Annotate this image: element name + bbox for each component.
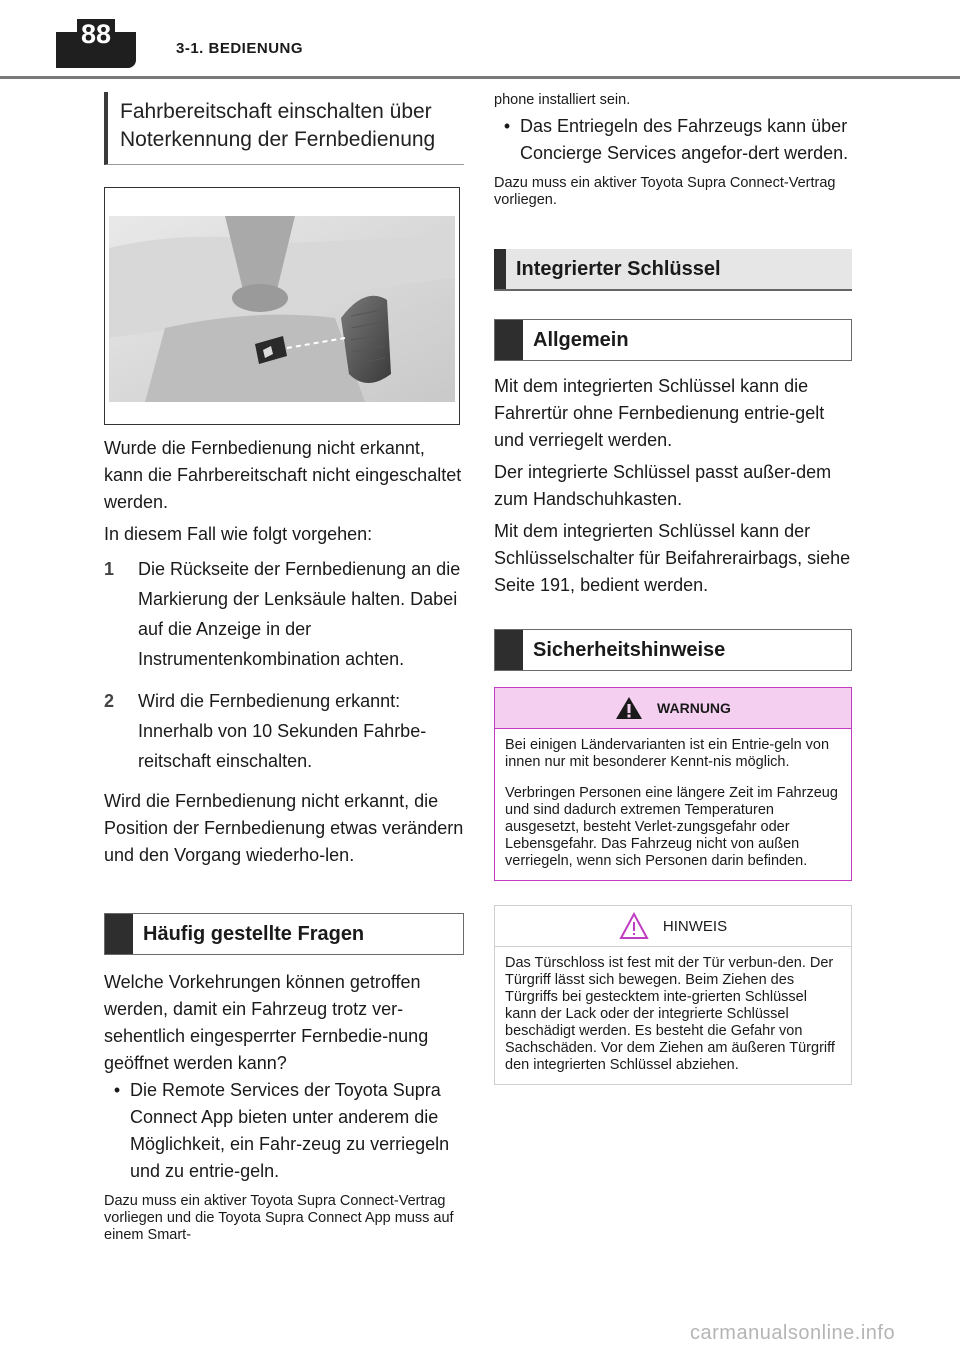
faq-bullet xyxy=(104,1077,464,1185)
contract-note: Dazu muss ein aktiver Toyota Supra Connect-Vertrag vorliegen. xyxy=(494,175,836,208)
step-2 xyxy=(104,686,464,776)
step-1 xyxy=(104,554,464,674)
warning-title: WARNUNG xyxy=(657,700,731,716)
heading-bar xyxy=(495,320,523,360)
warning-box xyxy=(494,687,852,881)
heading-bar xyxy=(105,914,133,954)
key-para-3: Mit dem integrierten Schlüssel kann der Schlüsselschalter für Beifahrerairbags, siehe Seite 191, bedient werden. xyxy=(494,521,851,595)
notice-body xyxy=(495,947,851,1084)
para-reposition: Wird die Fernbedienung nicht erkannt, die Position der Fernbedienung etwas verändern und den Vorgang wiederho-len. xyxy=(104,791,464,865)
heading-label: Integrierter Schlüssel xyxy=(516,257,721,280)
caution-triangle-icon xyxy=(619,912,649,940)
left-column xyxy=(104,92,464,1244)
heading-safety xyxy=(494,629,852,671)
step-text: Wird die Fernbedienung erkannt: Innerhalb von 10 Sekunden Fahrbe-reitschaft einschalten. xyxy=(138,691,427,771)
warning-para-1: Bei einigen Ländervarianten ist ein Entrie-geln von innen nur mit besonderer Kennt-nis möglich. xyxy=(505,737,830,770)
heading-label: Allgemein xyxy=(533,328,629,351)
section-title: 3-1. BEDIENUNG xyxy=(176,40,304,57)
step-text: Die Rückseite der Fernbedienung an die Markierung der Lenksäule halten. Dabei auf die Anzeige in der Instrumentenkombination achten. xyxy=(138,559,461,669)
notice-text: Das Türschloss ist fest mit der Tür verbun-den. Der Türgriff lässt sich bewegen. Beim Ziehen des Türgriffs bei gestecktem inte-grierten Schlüssel kann der Lack oder der integrierte Schlüssel beschädigt werden. Es besteht die Gefahr von Sachschäden. Vor dem Ziehen am äußeren Türgriff den integrierten Schlüssel abziehen. xyxy=(505,955,835,1073)
heading-bar xyxy=(495,630,523,670)
page-number xyxy=(56,18,136,68)
page-number-text: 88 xyxy=(77,19,115,50)
step-number: 2 xyxy=(104,691,115,711)
heading-label: Häufig gestellte Fragen xyxy=(143,922,365,945)
warning-body xyxy=(495,729,851,880)
warning-header xyxy=(495,688,851,729)
header-rule xyxy=(0,76,960,79)
heading-general xyxy=(494,319,852,361)
key-para-1: Mit dem integrierten Schlüssel kann die Fahrertür ohne Fernbedienung entrie-gelt und verriegelt werden. xyxy=(494,376,825,450)
heading-bar xyxy=(494,249,506,289)
heading-integrated-key xyxy=(494,249,852,291)
heading-label: Sicherheitshinweise xyxy=(533,638,726,661)
para-not-recognized: Wurde die Fernbedienung nicht erkannt, kann die Fahrbereitschaft nicht eingeschaltet werden. xyxy=(104,438,462,512)
steering-column-illustration xyxy=(104,187,460,425)
faq-note: Dazu muss ein aktiver Toyota Supra Connect-Vertrag vorliegen und die Toyota Supra Connect App muss auf einem Smart- xyxy=(104,1193,454,1243)
notice-title: HINWEIS xyxy=(662,917,728,935)
steering-column-drawing xyxy=(105,188,459,424)
notice-header xyxy=(495,906,851,947)
concierge-bullet xyxy=(494,113,852,167)
bullet-dot: • xyxy=(503,116,511,136)
key-para-2: Der integrierte Schlüssel passt außer-dem zum Handschuhkasten. xyxy=(494,462,832,509)
bullet-text: Das Entriegeln des Fahrzeugs kann über Concierge Services angefor-dert werden. xyxy=(520,116,849,163)
faq-question: Welche Vorkehrungen können getroffen werden, damit ein Fahrzeug trotz ver-sehentlich eingesperrter Fernbedie-nung geöffnet werden kann? xyxy=(104,972,429,1073)
continued-note: phone installiert sein. xyxy=(494,92,631,108)
page-header xyxy=(0,0,960,80)
watermark: carmanualsonline.info xyxy=(690,1322,896,1344)
warning-para-2: Verbringen Personen eine längere Zeit im Fahrzeug und sind dadurch extremen Temperaturen ausgesetzt, besteht Verlet-zungsgefahr oder Lebensgefahr. Das Fahrzeug nicht von außen verriegeln, wenn sich Personen darin befinden. xyxy=(505,785,838,869)
bullet-text: Die Remote Services der Toyota Supra Connect App bieten unter anderem die Möglichkeit, ein Fahr-zeug zu verriegeln und zu entrie-geln. xyxy=(130,1080,450,1181)
right-column xyxy=(494,92,852,1085)
para-proceed: In diesem Fall wie folgt vorgehen: xyxy=(104,524,373,544)
subheading-remote-detection: Fahrbereitschaft einschalten über Noterkennung der Fernbedienung xyxy=(104,92,464,165)
warning-triangle-icon xyxy=(615,695,643,721)
heading-faq xyxy=(104,913,464,955)
bullet-dot: • xyxy=(113,1080,121,1100)
step-number: 1 xyxy=(104,559,115,579)
notice-box xyxy=(494,905,852,1085)
